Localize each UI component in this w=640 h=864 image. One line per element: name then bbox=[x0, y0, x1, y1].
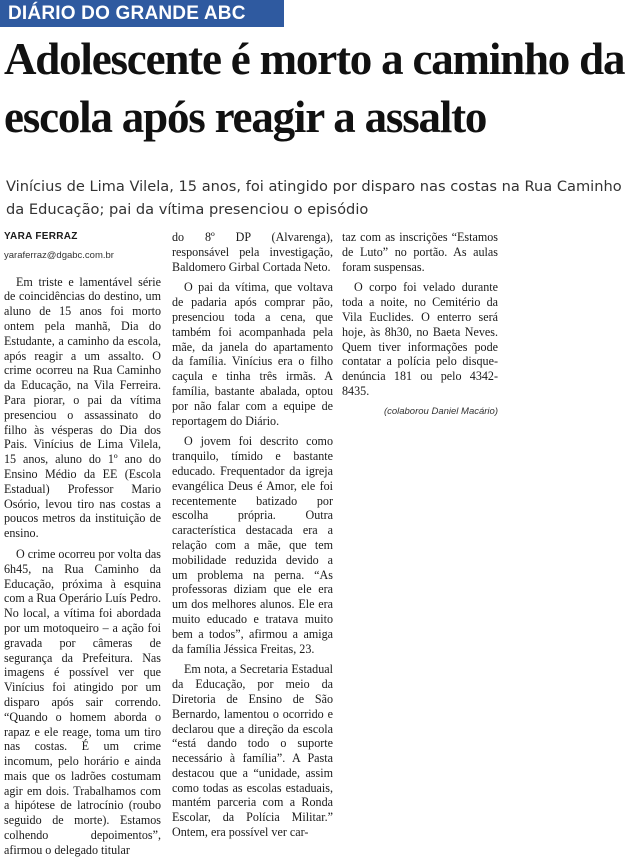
paragraph: O jovem foi descrito como tranquilo, tímido e bastante educado. Frequentador da igreja evangélica Deus é Amor, ele foi recentemente batizado por escolha própria. Outra característica destacada era a relação com a mãe, que tem mobilidade reduzida devido a um problema na perna. “As professoras diziam que ele era um dos melhores alunos. Ele era muito educado e tratava muito bem a todos”, afirmou a amiga da família Jéssica Freitas, 23. bbox=[172, 434, 333, 656]
author-name: YARA FERRAZ bbox=[4, 231, 78, 242]
article-subtitle: Vinícius de Lima Vilela, 15 anos, foi atingido por disparo nas costas na Rua Caminho da Educação; pai da vítima presenciou o episódio bbox=[6, 178, 622, 218]
article-column-1 bbox=[4, 230, 161, 864]
paragraph: O pai da vítima, que voltava de padaria após comprar pão, presenciou toda a cena, que também foi acompanhada pela mãe, da janela do apartamento da família. Vinícius era o filho caçula e tinha três irmãs. A família, bastante abalada, optou por não falar com a equipe de reportagem do Diário. bbox=[172, 280, 333, 428]
article-column-2 bbox=[172, 230, 333, 846]
paragraph: Em triste e lamentável série de coincidências do destino, um aluno de 15 anos foi morto ontem pela manhã, Dia do Estudante, a caminho da escola, após reagir a um assalto. O crime ocorreu na Rua Caminho da Educação, na Vila Ferreira. Para piorar, o pai da vítima presenciou o assassinato do filho às vésperas do Dia dos Pais. Vinícius de Lima Vilela, 15 anos, aluno do 1º ano do Ensino Médio da EE (Escola Estadual) Professor Mario Osório, levou tiro nas costas a poucos metros da instituição de ensino. bbox=[4, 274, 161, 541]
author-email: yaraferraz@dgabc.com.br bbox=[4, 249, 114, 261]
article-credit: (colaborou Daniel Macário) bbox=[383, 405, 498, 417]
newspaper-masthead: DIÁRIO DO GRANDE ABC bbox=[0, 0, 284, 27]
paragraph: taz com as inscrições “Estamos de Luto” no portão. As aulas foram suspensas. bbox=[342, 230, 498, 274]
article-column-3 bbox=[342, 230, 498, 420]
paragraph: do 8º DP (Alvarenga), responsável pela investigação, Baldomero Girbal Cortada Neto. bbox=[172, 230, 333, 274]
paragraph: Em nota, a Secretaria Estadual da Educação, por meio da Diretoria de Ensino de São Bernardo, lamentou o ocorrido e declarou que a direção da escola “está dando todo o suporte necessário à família”. A Pasta destacou que a “unidade, assim como todas as escolas estaduais, mantém parceria com a Ronda Escolar, da Polícia Militar.” Ontem, era possível ver car- bbox=[172, 662, 333, 840]
article-headline: Adolescente é morto a caminho da escola após reagir a assalto bbox=[4, 34, 625, 142]
paragraph: O corpo foi velado durante toda a noite, no Cemitério da Vila Euclides. O enterro será hoje, às 8h30, no Baeta Neves. Quem tiver informações pode contatar a polícia pelo disque-denúncia 181 ou pelo 4342-8435. bbox=[342, 280, 498, 398]
paragraph: O crime ocorreu por volta das 6h45, na Rua Caminho da Educação, próxima à esquina com a Rua Operário Luís Pedro. No local, a vítima foi abordada por um motoqueiro – a ação foi gravada por câmeras de segurança da Prefeitura. Nas imagens é possível ver que Vinícius foi atingido por um disparo após sair correndo. “Quando o homem aborda o rapaz e ele reage, toma um tiro nas costas. É um crime incomum, pelo horário e ainda mais que os ladrões costumam agir em dois. Trabalhamos com a hipótese de latrocínio (roubo seguido de morte). Estamos colhendo depoimentos”, afirmou o delegado titular bbox=[4, 546, 161, 857]
